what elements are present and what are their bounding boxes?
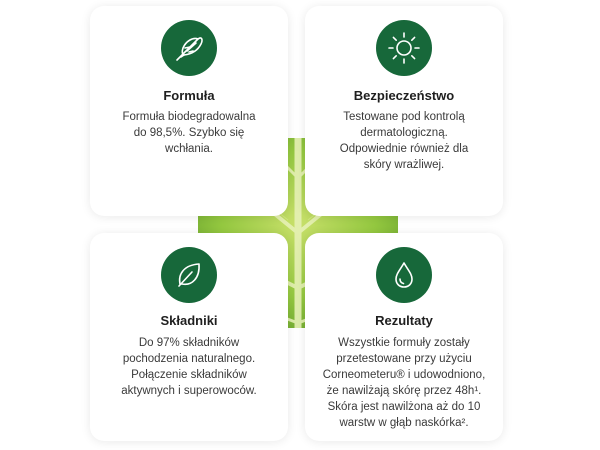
card-title: Rezultaty <box>375 313 433 328</box>
card-title: Bezpieczeństwo <box>353 88 455 103</box>
feather-icon <box>161 20 217 76</box>
card-formula <box>90 6 288 216</box>
card-title: Składniki <box>160 313 218 328</box>
card-title: Formuła <box>163 88 215 103</box>
leaf-icon <box>161 247 217 303</box>
card-description: Wszystkie formuły zostały przetestowane przy użyciu Corneometeru® i udowodniono, że nawilżają skórę przez 48h¹. Skóra jest nawilżona aż do 10 warstw w głąb naskórka². <box>322 337 486 429</box>
card-safety <box>305 6 503 216</box>
card-ingredients <box>90 233 288 441</box>
card-results <box>305 233 503 441</box>
card-description: Testowane pod kontrolą dermatologiczną. Odpowiednie również dla skóry wrażliwej. <box>339 111 469 171</box>
card-description: Do 97% składników pochodzenia naturalnego. Połączenie składników aktywnych i superowoców. <box>121 337 257 397</box>
card-description: Formuła biodegradowalna do 98,5%. Szybko się wchłania. <box>122 111 256 155</box>
water-drop-icon <box>376 247 432 303</box>
sun-icon <box>376 20 432 76</box>
